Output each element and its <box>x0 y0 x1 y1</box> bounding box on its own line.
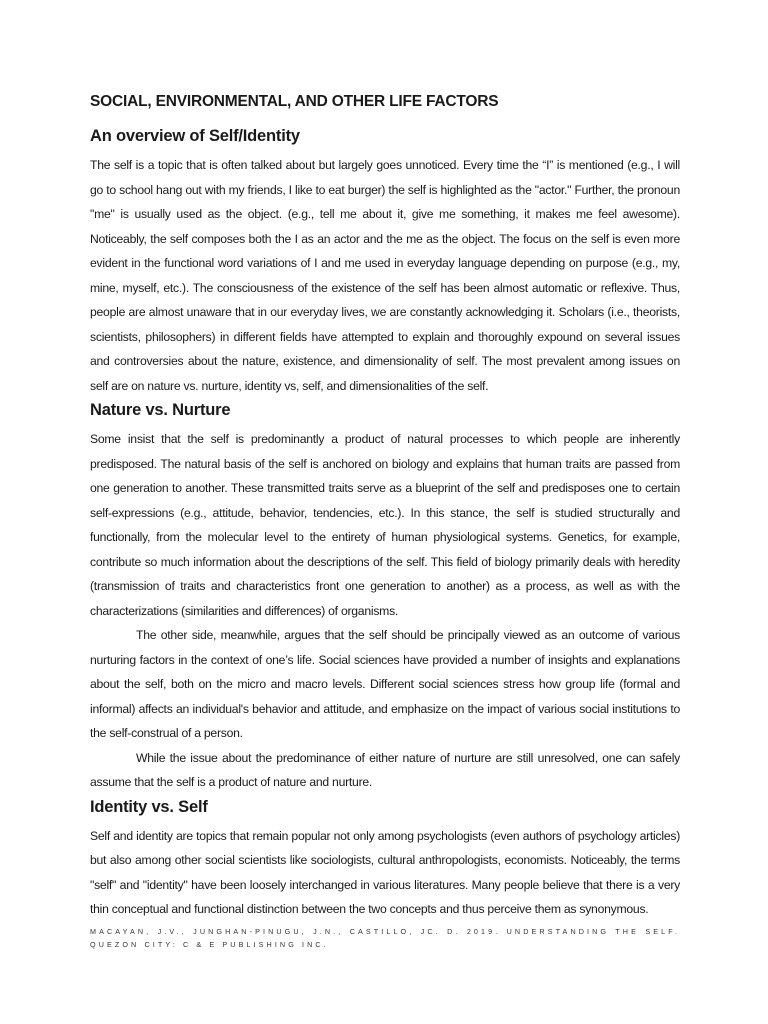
document-title: SOCIAL, ENVIRONMENTAL, AND OTHER LIFE FACTORS <box>90 93 499 110</box>
section-heading-overview: An overview of Self/Identity <box>90 127 300 145</box>
paragraph-nature-nurture-conclusion: While the issue about the predominance of either nature of nurture are still unresolved, one can safely assume that the self is a product of nature and nurture. <box>90 750 680 789</box>
paragraph-overview: The self is a topic that is often talked about but largely goes unnoticed. Every time the “I” is mentioned (e.g., I will go to school hang out with my friends, I like to eat burger) the self is highlighted as the "actor." Further, the pronoun "me" is usually used as the object. (e.g., tell me about it, give me something, it makes me feel awesome). Noticeably, the self composes both the I as an actor and the me as the object. The focus on the self is even more evident in the functional word variations of I and me used in everyday language depending on purpose (e.g., my, mine, myself, etc.). The consciousness of the existence of the self has been almost automatic or reflexive. Thus, people are almost unaware that in our everyday lives, we are constantly acknowledging it. Scholars (i.e., theorists, scientists, philosophers) in different fields have attempted to explain and thoroughly expound on several issues and controversies about the nature, existence, and dimensionality of self. The most prevalent among issues on self are on nature vs. nurture, identity vs, self, and dimensionalities of the self. <box>90 158 680 393</box>
paragraph-nature: Some insist that the self is predominantly a product of natural processes to which people are inherently predisposed. The natural basis of the self is anchored on biology and explains that human traits are passed from one generation to another. These transmitted traits serve as a blueprint of the self and predisposes one to certain self-expressions (e.g., attitude, behavior, tendencies, etc.). In this stance, the self is studied structurally and functionally, from the molecular level to the entirety of human physiological systems. Genetics, for example, contribute so much information about the descriptions of the self. This field of biology primarily deals with heredity (transmission of traits and characteristics front one generation to another) as a process, as well as with the characterizations (similarities and differences) of organisms. <box>90 432 680 618</box>
section-heading-identity-vs-self: Identity vs. Self <box>90 797 208 816</box>
citation-footer: MACAYAN, J.V., JUNGHAN-PINUGU, J.N., CASTILLO, JC. D. 2019. UNDERSTANDING THE SELF. QUEZON CITY: C & E PUBLISHING INC. <box>90 927 680 949</box>
paragraph-nurture: The other side, meanwhile, argues that the self should be principally viewed as an outcome of various nurturing factors in the context of one’s life. Social sciences have provided a number of insights and explanations about the self, both on the micro and macro levels. Different social sciences stress how group life (formal and informal) affects an individual's behavior and attitude, and emphasize on the impact of various social institutions to the self-construal of a person. <box>90 628 680 740</box>
section-heading-nature-vs-nurture: Nature vs. Nurture <box>90 401 231 419</box>
paragraph-identity-self: Self and identity are topics that remain popular not only among psychologists (even authors of psychology articles) but also among other social scientists like sociologists, cultural anthropologists, economists. Noticeably, the terms "self" and "identity" have been loosely interchanged in various literatures. Many people believe that there is a very thin conceptual and functional distinction between the two concepts and thus perceive them as synonymous. <box>90 828 680 916</box>
document-body <box>90 92 680 922</box>
